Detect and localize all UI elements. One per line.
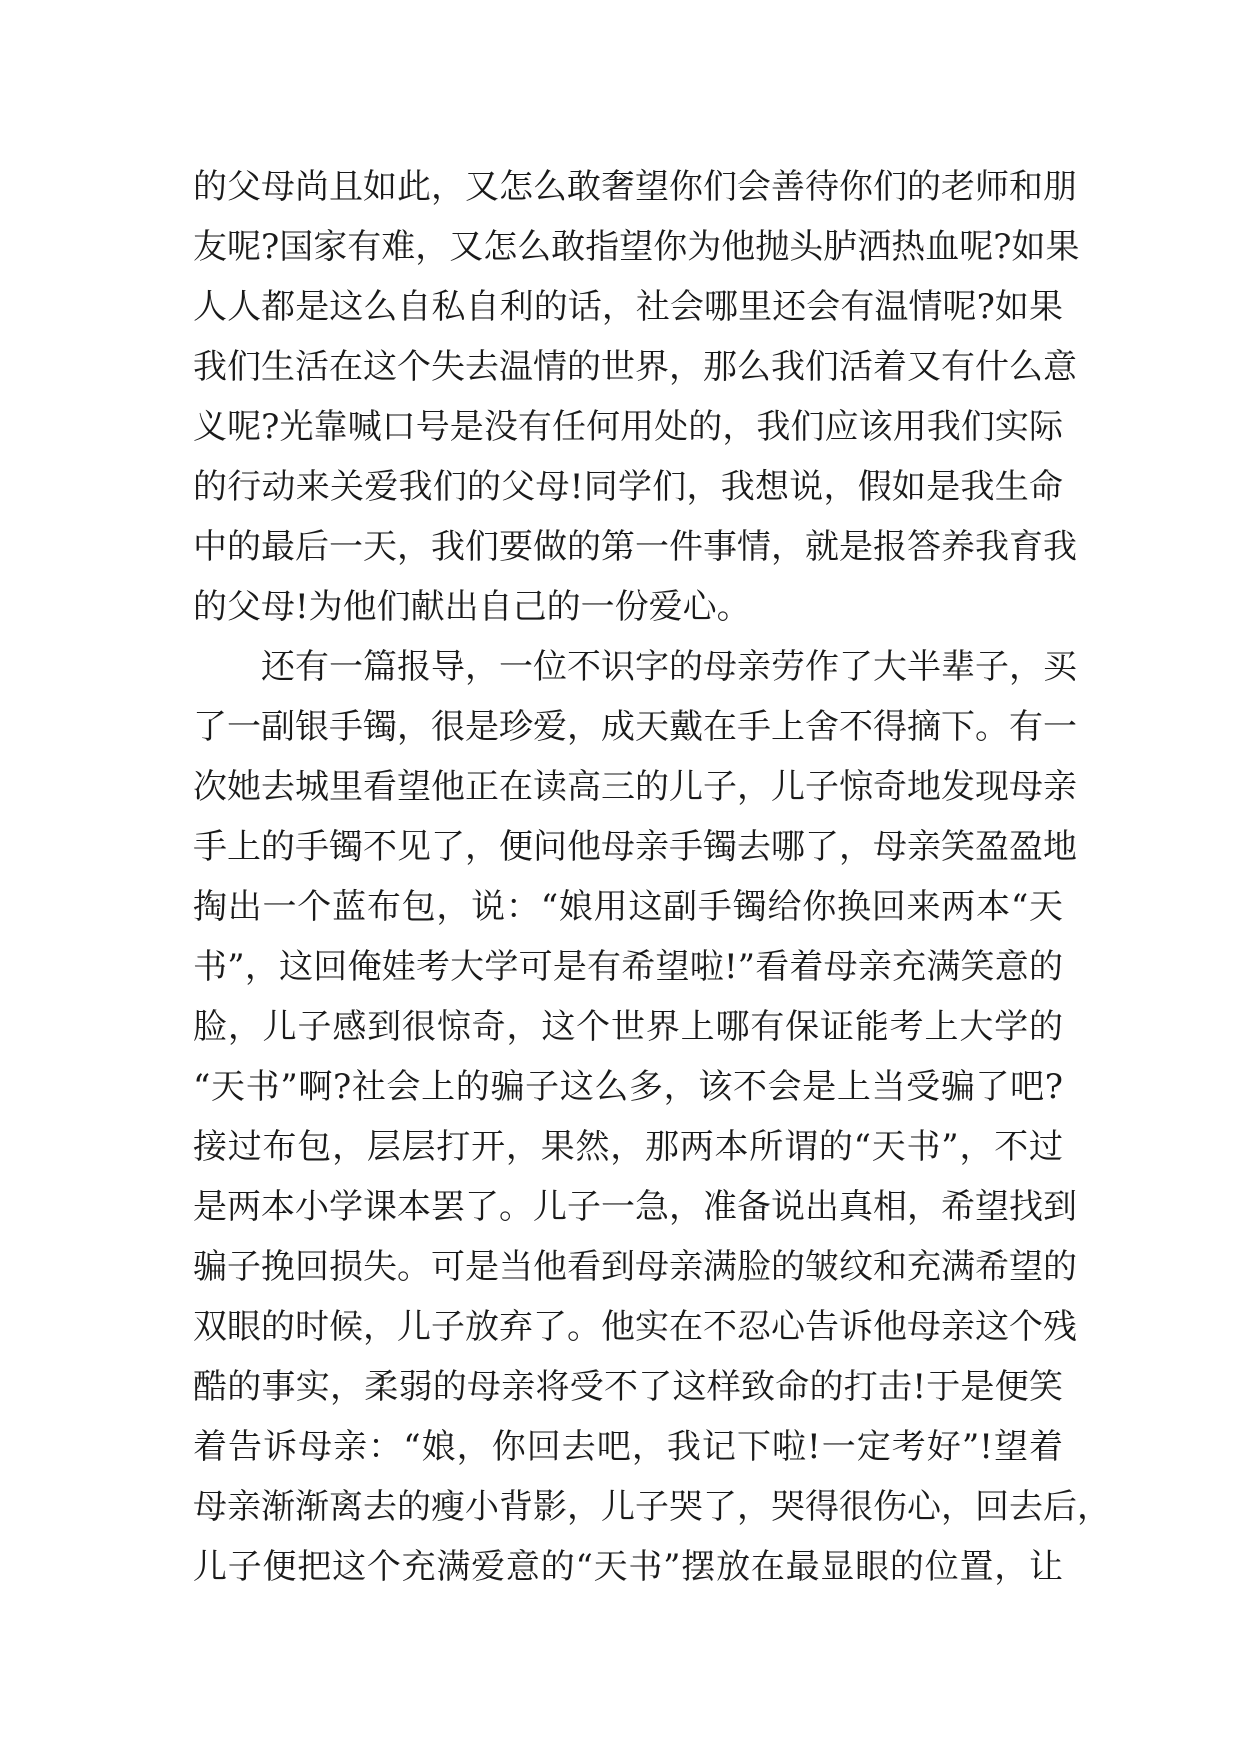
text-line: 人人都是这么自私自利的话，社会哪里还会有温情呢?如果 xyxy=(193,287,1063,327)
text-line: 次她去城里看望他正在读高三的儿子，儿子惊奇地发现母亲 xyxy=(193,767,1077,807)
text-line: 掏出一个蓝布包，说：“娘用这副手镯给你换回来两本“天 xyxy=(193,887,1063,927)
text-line: 着告诉母亲：“娘，你回去吧，我记下啦!一定考好”!望着 xyxy=(193,1427,1063,1467)
text-line: 中的最后一天，我们要做的第一件事情，就是报答养我育我 xyxy=(193,527,1077,567)
text-line: 是两本小学课本罢了。儿子一急，准备说出真相，希望找到 xyxy=(193,1187,1077,1227)
text-line: 接过布包，层层打开，果然，那两本所谓的“天书”，不过 xyxy=(193,1127,1063,1167)
text-line: 的父母!为他们献出自己的一份爱心。 xyxy=(193,587,751,627)
text-line: 脸，儿子感到很惊奇，这个世界上哪有保证能考上大学的 xyxy=(193,1007,1063,1047)
text-line: 的父母尚且如此，又怎么敢奢望你们会善待你们的老师和朋 xyxy=(193,167,1077,207)
text-line: “天书”啊?社会上的骗子这么多，该不会是上当受骗了吧? xyxy=(193,1067,1063,1107)
text-line: 母亲渐渐离去的瘦小背影，儿子哭了，哭得很伤心，回去后， xyxy=(193,1487,1111,1527)
text-line: 双眼的时候，儿子放弃了。他实在不忍心告诉他母亲这个残 xyxy=(193,1307,1077,1347)
text-line: 的行动来关爱我们的父母!同学们，我想说，假如是我生命 xyxy=(193,467,1063,507)
text-line: 书”，这回俺娃考大学可是有希望啦!”看着母亲充满笑意的 xyxy=(193,947,1063,987)
text-line: 义呢?光靠喊口号是没有任何用处的，我们应该用我们实际 xyxy=(193,407,1063,447)
body-text xyxy=(193,157,1111,1597)
text-line: 酷的事实，柔弱的母亲将受不了这样致命的打击!于是便笑 xyxy=(193,1367,1063,1407)
text-line: 友呢?国家有难，又怎么敢指望你为他抛头胪洒热血呢?如果 xyxy=(193,227,1080,267)
text-line: 还有一篇报导，一位不识字的母亲劳作了大半辈子，买 xyxy=(261,647,1077,687)
text-line: 儿子便把这个充满爱意的“天书”摆放在最显眼的位置，让 xyxy=(193,1547,1063,1587)
text-line: 了一副银手镯，很是珍爱，成天戴在手上舍不得摘下。有一 xyxy=(193,707,1077,747)
text-line: 我们生活在这个失去温情的世界，那么我们活着又有什么意 xyxy=(193,347,1077,387)
text-line: 手上的手镯不见了，便问他母亲手镯去哪了，母亲笑盈盈地 xyxy=(193,827,1077,867)
text-line: 骗子挽回损失。可是当他看到母亲满脸的皱纹和充满希望的 xyxy=(193,1247,1077,1287)
